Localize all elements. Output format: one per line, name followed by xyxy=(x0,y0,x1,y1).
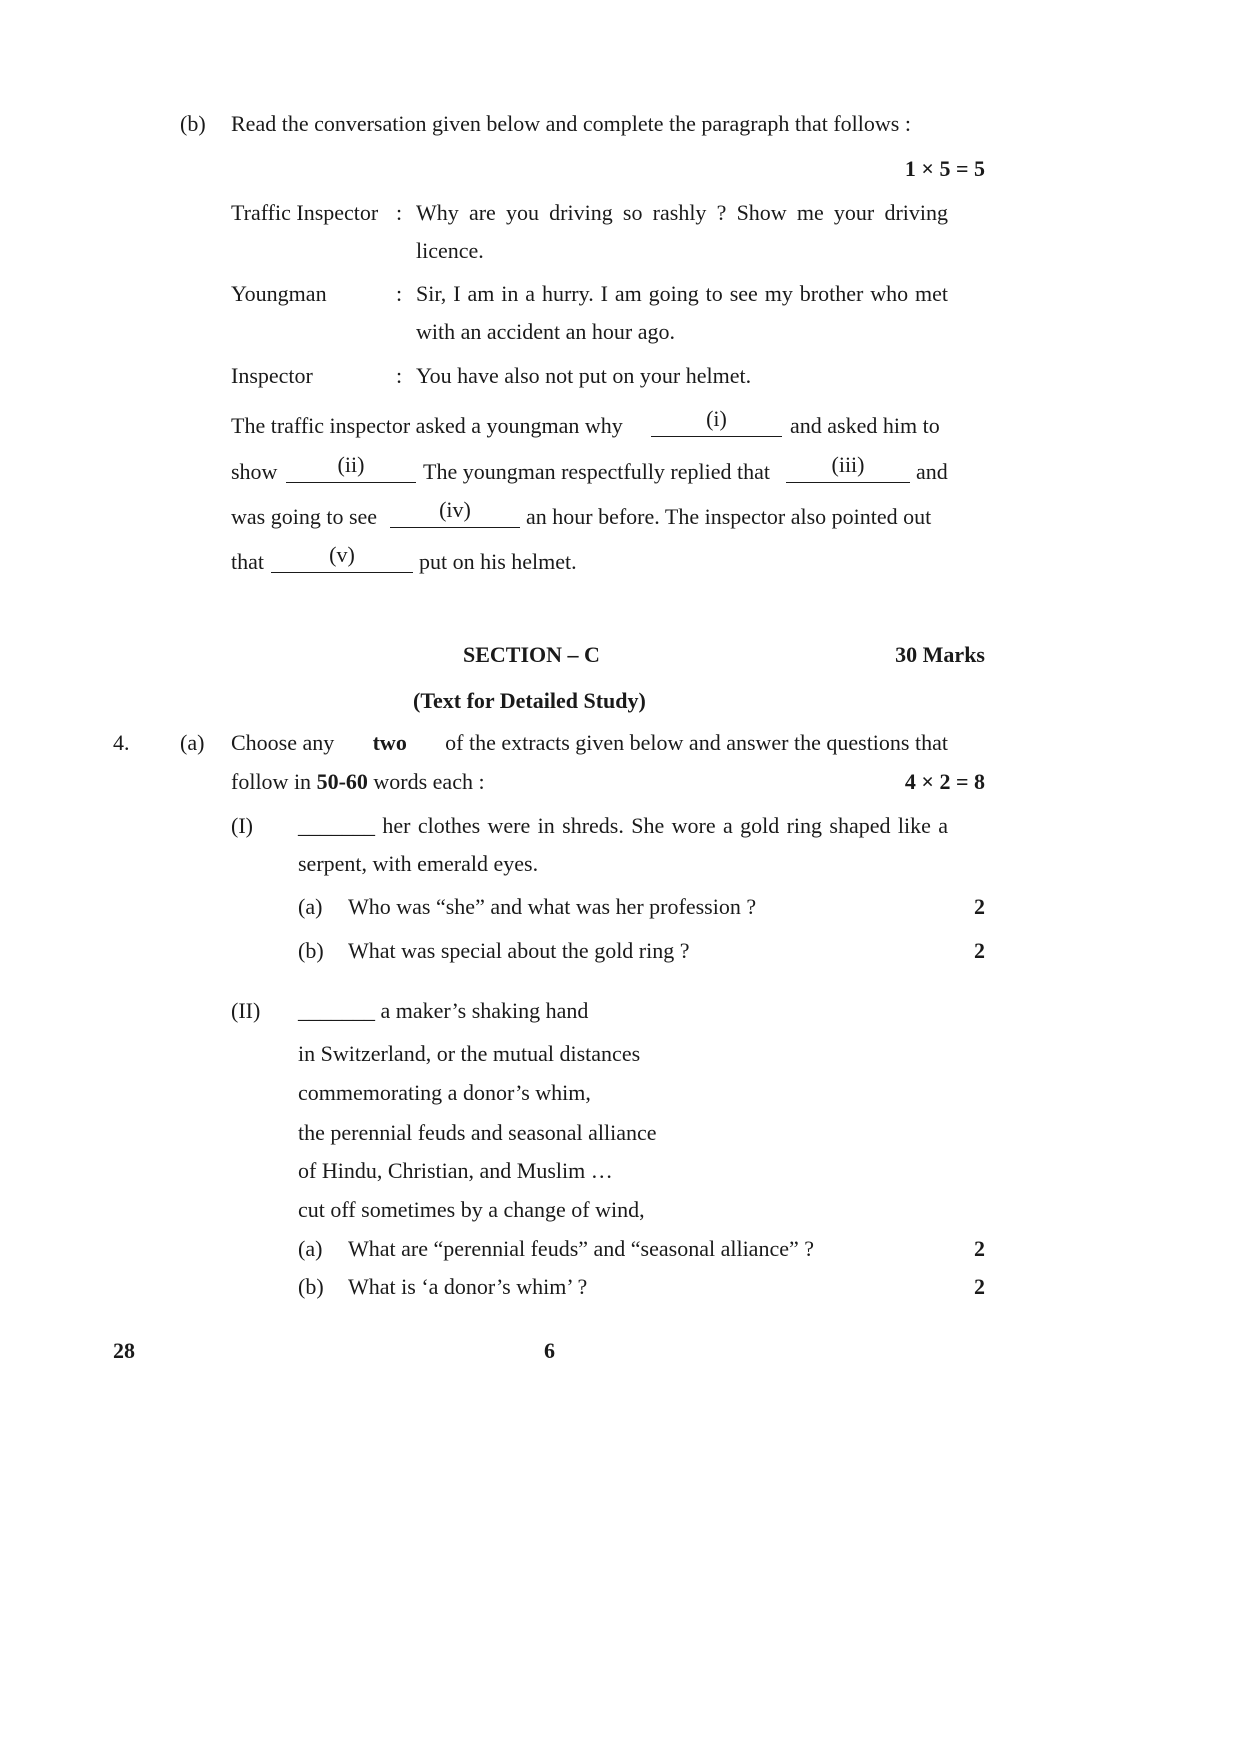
q4-marks: 4 × 2 = 8 xyxy=(904,769,985,794)
extract-line: serpent, with emerald eyes. xyxy=(298,851,539,876)
extract-label: (I) xyxy=(231,813,253,838)
poem-line: the perennial feuds and seasonal alliance xyxy=(298,1120,657,1145)
speaker-inspector: Inspector xyxy=(231,363,313,388)
dialogue-line: licence. xyxy=(416,238,484,263)
para-text: and xyxy=(916,459,948,484)
question-marks: 2 xyxy=(974,938,985,963)
page-number: 6 xyxy=(544,1338,555,1363)
question-marks: 2 xyxy=(974,1274,985,1299)
q4-instruction-line1 xyxy=(231,732,948,754)
blank-iii[interactable] xyxy=(786,452,910,483)
para-text: The traffic inspector asked a youngman why xyxy=(231,413,623,438)
extract-line: _______ her clothes were in shreds. She wore a gold ring shaped like a xyxy=(298,813,948,838)
para-text: and asked him to xyxy=(790,413,940,438)
paper-code: 28 xyxy=(113,1338,135,1363)
dialogue-colon: : xyxy=(396,363,403,388)
blank-i[interactable] xyxy=(651,406,782,437)
question-label: (a) xyxy=(298,894,323,919)
blank-label: (iii) xyxy=(831,452,865,477)
blank-label: (ii) xyxy=(337,452,365,477)
q3b-marks: 1 × 5 = 5 xyxy=(904,156,985,181)
section-marks: 30 Marks xyxy=(895,642,985,667)
question-text: What is ‘a donor’s whim’ ? xyxy=(348,1274,588,1299)
poem-line: commemorating a donor’s whim, xyxy=(298,1080,591,1105)
para-text: that xyxy=(231,549,264,574)
instr-text: follow in xyxy=(231,769,312,794)
dialogue-line: You have also not put on your helmet. xyxy=(416,363,752,388)
blank-label: (i) xyxy=(706,406,727,431)
question-label: (b) xyxy=(298,1274,324,1299)
blank-v[interactable] xyxy=(271,542,413,573)
instr-text: words each : xyxy=(373,769,485,794)
q4-part: (a) xyxy=(180,730,205,755)
question-marks: 2 xyxy=(974,894,985,919)
question-label: (b) xyxy=(298,938,324,963)
para-text: put on his helmet. xyxy=(419,549,577,574)
q4-number: 4. xyxy=(113,730,130,755)
q3b-instruction: Read the conversation given below and complete the paragraph that follows : xyxy=(231,111,911,136)
question-text: What are “perennial feuds” and “seasonal alliance” ? xyxy=(348,1236,815,1261)
poem-line: of Hindu, Christian, and Muslim … xyxy=(298,1158,613,1183)
poem-line: cut off sometimes by a change of wind, xyxy=(298,1197,645,1222)
blank-label: (v) xyxy=(329,542,355,567)
q3b-label: (b) xyxy=(180,111,206,136)
para-text: an hour before. The inspector also pointed out xyxy=(526,504,932,529)
dialogue-line: with an accident an hour ago. xyxy=(416,319,676,344)
instr-text: of the extracts given below and answer the questions that xyxy=(445,730,948,755)
para-text: The youngman respectfully replied that xyxy=(423,459,770,484)
poem-line: in Switzerland, or the mutual distances xyxy=(298,1041,641,1066)
question-text: Who was “she” and what was her profession ? xyxy=(348,894,757,919)
blank-label: (iv) xyxy=(439,497,471,522)
q4-instruction-line2 xyxy=(231,771,485,793)
para-text: was going to see xyxy=(231,504,378,529)
blank-iv[interactable] xyxy=(390,497,520,528)
speaker-traffic-inspector: Traffic Inspector xyxy=(231,200,379,225)
instr-bold: 50-60 xyxy=(316,769,368,794)
extract-label: (II) xyxy=(231,998,261,1023)
question-text: What was special about the gold ring ? xyxy=(348,938,690,963)
question-marks: 2 xyxy=(974,1236,985,1261)
dialogue-colon: : xyxy=(396,200,403,225)
section-subtitle: (Text for Detailed Study) xyxy=(413,688,646,713)
speaker-youngman: Youngman xyxy=(231,281,327,306)
dialogue-colon: : xyxy=(396,281,403,306)
section-title: SECTION – C xyxy=(463,642,600,667)
dialogue-line: Sir, I am in a hurry. I am going to see my brother who met xyxy=(416,281,948,306)
instr-text: Choose any xyxy=(231,730,335,755)
question-label: (a) xyxy=(298,1236,323,1261)
instr-bold: two xyxy=(372,730,407,755)
dialogue-line: Why are you driving so rashly ? Show me your driving xyxy=(416,200,948,225)
para-text: show xyxy=(231,459,278,484)
poem-line: _______ a maker’s shaking hand xyxy=(298,998,589,1023)
blank-ii[interactable] xyxy=(286,452,416,483)
